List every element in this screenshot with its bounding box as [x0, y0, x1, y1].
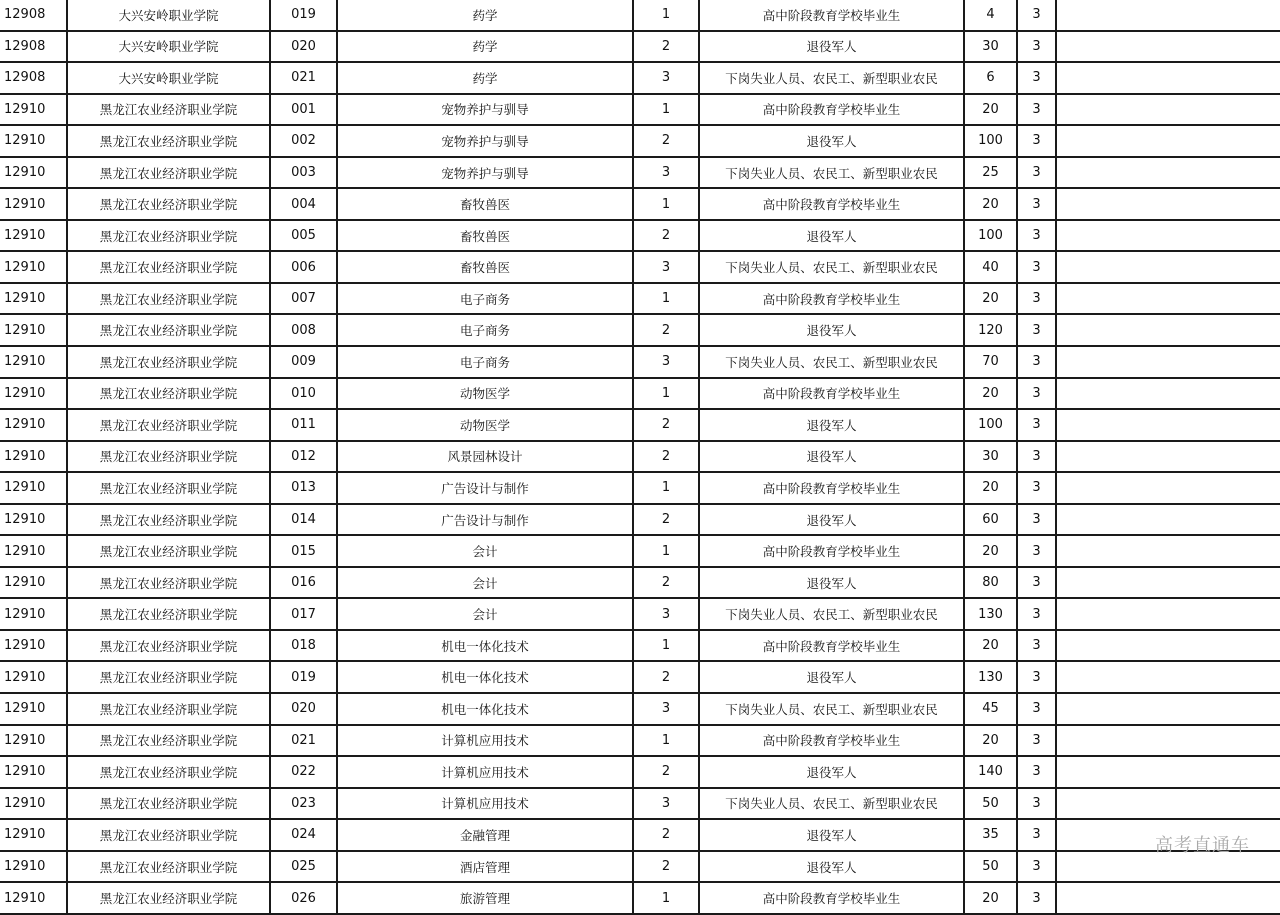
- category-cell: 1: [633, 630, 699, 662]
- duration-cell: 3: [1017, 756, 1056, 788]
- school-code-cell: 12910: [0, 409, 67, 441]
- quota-cell: 20: [964, 472, 1017, 504]
- school-name-cell: 大兴安岭职业学院: [67, 31, 270, 63]
- duration-cell: 3: [1017, 535, 1056, 567]
- duration-cell: 3: [1017, 504, 1056, 536]
- duration-cell: 3: [1017, 882, 1056, 914]
- major-code-cell: 004: [270, 188, 337, 220]
- school-name-cell: 黑龙江农业经济职业学院: [67, 661, 270, 693]
- school-name-cell: 黑龙江农业经济职业学院: [67, 567, 270, 599]
- remarks-cell: [1056, 62, 1280, 94]
- duration-cell: 3: [1017, 851, 1056, 883]
- applicant-type-cell: 退役军人: [699, 314, 964, 346]
- major-code-cell: 011: [270, 409, 337, 441]
- school-name-cell: 黑龙江农业经济职业学院: [67, 409, 270, 441]
- table-row: [0, 283, 1280, 315]
- major-code-cell: 021: [270, 725, 337, 757]
- major-code-cell: 010: [270, 378, 337, 410]
- applicant-type-cell: 下岗失业人员、农民工、新型职业农民: [699, 598, 964, 630]
- quota-cell: 20: [964, 882, 1017, 914]
- remarks-cell: [1056, 441, 1280, 473]
- table-row: [0, 630, 1280, 662]
- applicant-type-cell: 退役军人: [699, 851, 964, 883]
- school-code-cell: 12910: [0, 693, 67, 725]
- duration-cell: 3: [1017, 0, 1056, 31]
- quota-cell: 130: [964, 661, 1017, 693]
- school-code-cell: 12910: [0, 283, 67, 315]
- remarks-cell: [1056, 346, 1280, 378]
- school-code-cell: 12910: [0, 756, 67, 788]
- school-code-cell: 12910: [0, 314, 67, 346]
- applicant-type-cell: 高中阶段教育学校毕业生: [699, 535, 964, 567]
- school-name-cell: 黑龙江农业经济职业学院: [67, 504, 270, 536]
- table-row: [0, 851, 1280, 883]
- quota-cell: 6: [964, 62, 1017, 94]
- category-cell: 1: [633, 725, 699, 757]
- school-code-cell: 12910: [0, 598, 67, 630]
- table-row: [0, 0, 1280, 31]
- school-code-cell: 12908: [0, 62, 67, 94]
- major-name-cell: 畜牧兽医: [337, 220, 633, 252]
- major-name-cell: 机电一体化技术: [337, 693, 633, 725]
- category-cell: 3: [633, 598, 699, 630]
- major-name-cell: 会计: [337, 535, 633, 567]
- major-code-cell: 002: [270, 125, 337, 157]
- school-code-cell: 12910: [0, 819, 67, 851]
- category-cell: 3: [633, 788, 699, 820]
- major-name-cell: 畜牧兽医: [337, 188, 633, 220]
- quota-cell: 20: [964, 630, 1017, 662]
- applicant-type-cell: 退役军人: [699, 661, 964, 693]
- major-name-cell: 旅游管理: [337, 882, 633, 914]
- duration-cell: 3: [1017, 693, 1056, 725]
- table-row: [0, 378, 1280, 410]
- major-name-cell: 计算机应用技术: [337, 725, 633, 757]
- category-cell: 2: [633, 756, 699, 788]
- remarks-cell: [1056, 0, 1280, 31]
- applicant-type-cell: 下岗失业人员、农民工、新型职业农民: [699, 157, 964, 189]
- duration-cell: 3: [1017, 661, 1056, 693]
- duration-cell: 3: [1017, 725, 1056, 757]
- school-code-cell: 12910: [0, 220, 67, 252]
- major-code-cell: 009: [270, 346, 337, 378]
- category-cell: 2: [633, 504, 699, 536]
- school-name-cell: 黑龙江农业经济职业学院: [67, 756, 270, 788]
- major-code-cell: 006: [270, 251, 337, 283]
- applicant-type-cell: 高中阶段教育学校毕业生: [699, 472, 964, 504]
- duration-cell: 3: [1017, 819, 1056, 851]
- applicant-type-cell: 退役军人: [699, 567, 964, 599]
- major-code-cell: 021: [270, 62, 337, 94]
- duration-cell: 3: [1017, 157, 1056, 189]
- table-row: [0, 535, 1280, 567]
- remarks-cell: [1056, 251, 1280, 283]
- table-row: [0, 94, 1280, 126]
- duration-cell: 3: [1017, 283, 1056, 315]
- category-cell: 1: [633, 283, 699, 315]
- major-code-cell: 001: [270, 94, 337, 126]
- school-name-cell: 大兴安岭职业学院: [67, 0, 270, 31]
- table-row: [0, 31, 1280, 63]
- school-name-cell: 黑龙江农业经济职业学院: [67, 598, 270, 630]
- category-cell: 2: [633, 441, 699, 473]
- quota-cell: 120: [964, 314, 1017, 346]
- remarks-cell: [1056, 125, 1280, 157]
- quota-cell: 20: [964, 378, 1017, 410]
- table-row: [0, 661, 1280, 693]
- school-name-cell: 黑龙江农业经济职业学院: [67, 314, 270, 346]
- applicant-type-cell: 高中阶段教育学校毕业生: [699, 882, 964, 914]
- remarks-cell: [1056, 661, 1280, 693]
- major-name-cell: 会计: [337, 598, 633, 630]
- major-name-cell: 动物医学: [337, 378, 633, 410]
- school-name-cell: 黑龙江农业经济职业学院: [67, 693, 270, 725]
- category-cell: 3: [633, 251, 699, 283]
- table-row: [0, 62, 1280, 94]
- table-row: [0, 125, 1280, 157]
- remarks-cell: [1056, 378, 1280, 410]
- quota-cell: 45: [964, 693, 1017, 725]
- remarks-cell: [1056, 725, 1280, 757]
- major-code-cell: 017: [270, 598, 337, 630]
- major-code-cell: 012: [270, 441, 337, 473]
- major-name-cell: 宠物养护与驯导: [337, 94, 633, 126]
- major-name-cell: 药学: [337, 0, 633, 31]
- quota-cell: 30: [964, 31, 1017, 63]
- school-name-cell: 黑龙江农业经济职业学院: [67, 788, 270, 820]
- major-name-cell: 计算机应用技术: [337, 756, 633, 788]
- duration-cell: 3: [1017, 567, 1056, 599]
- major-name-cell: 会计: [337, 567, 633, 599]
- category-cell: 2: [633, 851, 699, 883]
- major-name-cell: 药学: [337, 31, 633, 63]
- school-name-cell: 黑龙江农业经济职业学院: [67, 251, 270, 283]
- remarks-cell: [1056, 220, 1280, 252]
- remarks-cell: [1056, 567, 1280, 599]
- remarks-cell: [1056, 504, 1280, 536]
- applicant-type-cell: 下岗失业人员、农民工、新型职业农民: [699, 693, 964, 725]
- remarks-cell: [1056, 31, 1280, 63]
- remarks-cell: [1056, 630, 1280, 662]
- school-name-cell: 黑龙江农业经济职业学院: [67, 346, 270, 378]
- remarks-cell: [1056, 535, 1280, 567]
- duration-cell: 3: [1017, 441, 1056, 473]
- school-code-cell: 12910: [0, 882, 67, 914]
- table-row: [0, 346, 1280, 378]
- table-row: [0, 504, 1280, 536]
- applicant-type-cell: 退役军人: [699, 504, 964, 536]
- school-name-cell: 黑龙江农业经济职业学院: [67, 819, 270, 851]
- watermark: 高考直通车: [1155, 835, 1250, 856]
- duration-cell: 3: [1017, 630, 1056, 662]
- duration-cell: 3: [1017, 31, 1056, 63]
- applicant-type-cell: 高中阶段教育学校毕业生: [699, 378, 964, 410]
- quota-cell: 4: [964, 0, 1017, 31]
- category-cell: 2: [633, 31, 699, 63]
- quota-cell: 30: [964, 441, 1017, 473]
- major-code-cell: 020: [270, 693, 337, 725]
- category-cell: 1: [633, 882, 699, 914]
- major-name-cell: 机电一体化技术: [337, 661, 633, 693]
- school-code-cell: 12910: [0, 157, 67, 189]
- applicant-type-cell: 退役军人: [699, 819, 964, 851]
- category-cell: 1: [633, 535, 699, 567]
- school-code-cell: 12910: [0, 251, 67, 283]
- quota-cell: 20: [964, 725, 1017, 757]
- category-cell: 2: [633, 409, 699, 441]
- duration-cell: 3: [1017, 220, 1056, 252]
- major-name-cell: 金融管理: [337, 819, 633, 851]
- school-name-cell: 黑龙江农业经济职业学院: [67, 630, 270, 662]
- quota-cell: 20: [964, 535, 1017, 567]
- quota-cell: 50: [964, 788, 1017, 820]
- category-cell: 2: [633, 819, 699, 851]
- quota-cell: 80: [964, 567, 1017, 599]
- table-row: [0, 409, 1280, 441]
- table-row: [0, 220, 1280, 252]
- school-name-cell: 黑龙江农业经济职业学院: [67, 535, 270, 567]
- major-name-cell: 广告设计与制作: [337, 504, 633, 536]
- school-code-cell: 12910: [0, 188, 67, 220]
- major-code-cell: 016: [270, 567, 337, 599]
- school-code-cell: 12910: [0, 125, 67, 157]
- school-code-cell: 12910: [0, 504, 67, 536]
- major-code-cell: 019: [270, 0, 337, 31]
- major-name-cell: 机电一体化技术: [337, 630, 633, 662]
- category-cell: 1: [633, 188, 699, 220]
- table-row: [0, 725, 1280, 757]
- quota-cell: 70: [964, 346, 1017, 378]
- major-code-cell: 024: [270, 819, 337, 851]
- category-cell: 2: [633, 567, 699, 599]
- table-row: [0, 314, 1280, 346]
- remarks-cell: [1056, 788, 1280, 820]
- applicant-type-cell: 高中阶段教育学校毕业生: [699, 188, 964, 220]
- category-cell: 1: [633, 94, 699, 126]
- category-cell: 3: [633, 693, 699, 725]
- applicant-type-cell: 退役军人: [699, 125, 964, 157]
- school-name-cell: 黑龙江农业经济职业学院: [67, 125, 270, 157]
- applicant-type-cell: 高中阶段教育学校毕业生: [699, 0, 964, 31]
- table-row: [0, 819, 1280, 851]
- major-code-cell: 023: [270, 788, 337, 820]
- quota-cell: 20: [964, 283, 1017, 315]
- school-code-cell: 12910: [0, 725, 67, 757]
- table-row: [0, 157, 1280, 189]
- school-code-cell: 12910: [0, 346, 67, 378]
- school-code-cell: 12910: [0, 378, 67, 410]
- quota-cell: 20: [964, 94, 1017, 126]
- applicant-type-cell: 下岗失业人员、农民工、新型职业农民: [699, 251, 964, 283]
- applicant-type-cell: 高中阶段教育学校毕业生: [699, 630, 964, 662]
- remarks-cell: [1056, 598, 1280, 630]
- quota-cell: 20: [964, 188, 1017, 220]
- major-code-cell: 025: [270, 851, 337, 883]
- major-code-cell: 005: [270, 220, 337, 252]
- applicant-type-cell: 退役军人: [699, 220, 964, 252]
- school-name-cell: 黑龙江农业经济职业学院: [67, 851, 270, 883]
- remarks-cell: [1056, 94, 1280, 126]
- school-name-cell: 黑龙江农业经济职业学院: [67, 882, 270, 914]
- quota-cell: 100: [964, 220, 1017, 252]
- duration-cell: 3: [1017, 62, 1056, 94]
- table-row: [0, 882, 1280, 914]
- school-code-cell: 12908: [0, 31, 67, 63]
- school-name-cell: 黑龙江农业经济职业学院: [67, 220, 270, 252]
- school-name-cell: 黑龙江农业经济职业学院: [67, 725, 270, 757]
- category-cell: 3: [633, 62, 699, 94]
- major-name-cell: 风景园林设计: [337, 441, 633, 473]
- major-code-cell: 018: [270, 630, 337, 662]
- table-row: [0, 567, 1280, 599]
- school-code-cell: 12910: [0, 472, 67, 504]
- category-cell: 3: [633, 157, 699, 189]
- major-name-cell: 电子商务: [337, 314, 633, 346]
- duration-cell: 3: [1017, 125, 1056, 157]
- applicant-type-cell: 下岗失业人员、农民工、新型职业农民: [699, 62, 964, 94]
- category-cell: 1: [633, 378, 699, 410]
- major-code-cell: 019: [270, 661, 337, 693]
- quota-cell: 25: [964, 157, 1017, 189]
- table-row: [0, 693, 1280, 725]
- table-row: [0, 441, 1280, 473]
- table-row: [0, 251, 1280, 283]
- major-code-cell: 003: [270, 157, 337, 189]
- school-code-cell: 12908: [0, 0, 67, 31]
- major-name-cell: 动物医学: [337, 409, 633, 441]
- major-name-cell: 宠物养护与驯导: [337, 157, 633, 189]
- duration-cell: 3: [1017, 788, 1056, 820]
- applicant-type-cell: 下岗失业人员、农民工、新型职业农民: [699, 788, 964, 820]
- duration-cell: 3: [1017, 251, 1056, 283]
- major-name-cell: 广告设计与制作: [337, 472, 633, 504]
- major-code-cell: 020: [270, 31, 337, 63]
- duration-cell: 3: [1017, 598, 1056, 630]
- category-cell: 2: [633, 220, 699, 252]
- quota-cell: 35: [964, 819, 1017, 851]
- duration-cell: 3: [1017, 472, 1056, 504]
- school-name-cell: 黑龙江农业经济职业学院: [67, 157, 270, 189]
- table-row: [0, 788, 1280, 820]
- major-name-cell: 畜牧兽医: [337, 251, 633, 283]
- applicant-type-cell: 高中阶段教育学校毕业生: [699, 283, 964, 315]
- duration-cell: 3: [1017, 94, 1056, 126]
- quota-cell: 40: [964, 251, 1017, 283]
- duration-cell: 3: [1017, 314, 1056, 346]
- remarks-cell: [1056, 283, 1280, 315]
- remarks-cell: [1056, 882, 1280, 914]
- quota-cell: 60: [964, 504, 1017, 536]
- applicant-type-cell: 退役军人: [699, 441, 964, 473]
- major-code-cell: 013: [270, 472, 337, 504]
- quota-cell: 100: [964, 125, 1017, 157]
- major-code-cell: 014: [270, 504, 337, 536]
- major-code-cell: 022: [270, 756, 337, 788]
- school-name-cell: 黑龙江农业经济职业学院: [67, 441, 270, 473]
- applicant-type-cell: 退役军人: [699, 409, 964, 441]
- school-code-cell: 12910: [0, 441, 67, 473]
- duration-cell: 3: [1017, 378, 1056, 410]
- table-row: [0, 188, 1280, 220]
- major-code-cell: 015: [270, 535, 337, 567]
- category-cell: 3: [633, 346, 699, 378]
- quota-cell: 130: [964, 598, 1017, 630]
- category-cell: 1: [633, 0, 699, 31]
- remarks-cell: [1056, 157, 1280, 189]
- school-code-cell: 12910: [0, 94, 67, 126]
- remarks-cell: [1056, 409, 1280, 441]
- remarks-cell: [1056, 756, 1280, 788]
- category-cell: 2: [633, 314, 699, 346]
- remarks-cell: [1056, 472, 1280, 504]
- major-name-cell: 计算机应用技术: [337, 788, 633, 820]
- duration-cell: 3: [1017, 188, 1056, 220]
- category-cell: 2: [633, 125, 699, 157]
- major-name-cell: 药学: [337, 62, 633, 94]
- quota-cell: 100: [964, 409, 1017, 441]
- applicant-type-cell: 退役军人: [699, 756, 964, 788]
- school-code-cell: 12910: [0, 851, 67, 883]
- school-code-cell: 12910: [0, 661, 67, 693]
- table-row: [0, 598, 1280, 630]
- applicant-type-cell: 高中阶段教育学校毕业生: [699, 725, 964, 757]
- quota-cell: 140: [964, 756, 1017, 788]
- school-name-cell: 黑龙江农业经济职业学院: [67, 94, 270, 126]
- school-code-cell: 12910: [0, 788, 67, 820]
- major-name-cell: 宠物养护与驯导: [337, 125, 633, 157]
- quota-cell: 50: [964, 851, 1017, 883]
- major-name-cell: 酒店管理: [337, 851, 633, 883]
- major-code-cell: 008: [270, 314, 337, 346]
- applicant-type-cell: 下岗失业人员、农民工、新型职业农民: [699, 346, 964, 378]
- applicant-type-cell: 退役军人: [699, 31, 964, 63]
- school-name-cell: 黑龙江农业经济职业学院: [67, 188, 270, 220]
- major-code-cell: 007: [270, 283, 337, 315]
- duration-cell: 3: [1017, 409, 1056, 441]
- school-code-cell: 12910: [0, 567, 67, 599]
- remarks-cell: [1056, 314, 1280, 346]
- school-code-cell: 12910: [0, 535, 67, 567]
- school-name-cell: 黑龙江农业经济职业学院: [67, 378, 270, 410]
- duration-cell: 3: [1017, 346, 1056, 378]
- category-cell: 2: [633, 661, 699, 693]
- remarks-cell: [1056, 188, 1280, 220]
- remarks-cell: [1056, 693, 1280, 725]
- table-row: [0, 472, 1280, 504]
- table-row: [0, 756, 1280, 788]
- school-name-cell: 黑龙江农业经济职业学院: [67, 283, 270, 315]
- school-name-cell: 黑龙江农业经济职业学院: [67, 472, 270, 504]
- school-code-cell: 12910: [0, 630, 67, 662]
- applicant-type-cell: 高中阶段教育学校毕业生: [699, 94, 964, 126]
- major-name-cell: 电子商务: [337, 346, 633, 378]
- major-code-cell: 026: [270, 882, 337, 914]
- category-cell: 1: [633, 472, 699, 504]
- major-name-cell: 电子商务: [337, 283, 633, 315]
- school-name-cell: 大兴安岭职业学院: [67, 62, 270, 94]
